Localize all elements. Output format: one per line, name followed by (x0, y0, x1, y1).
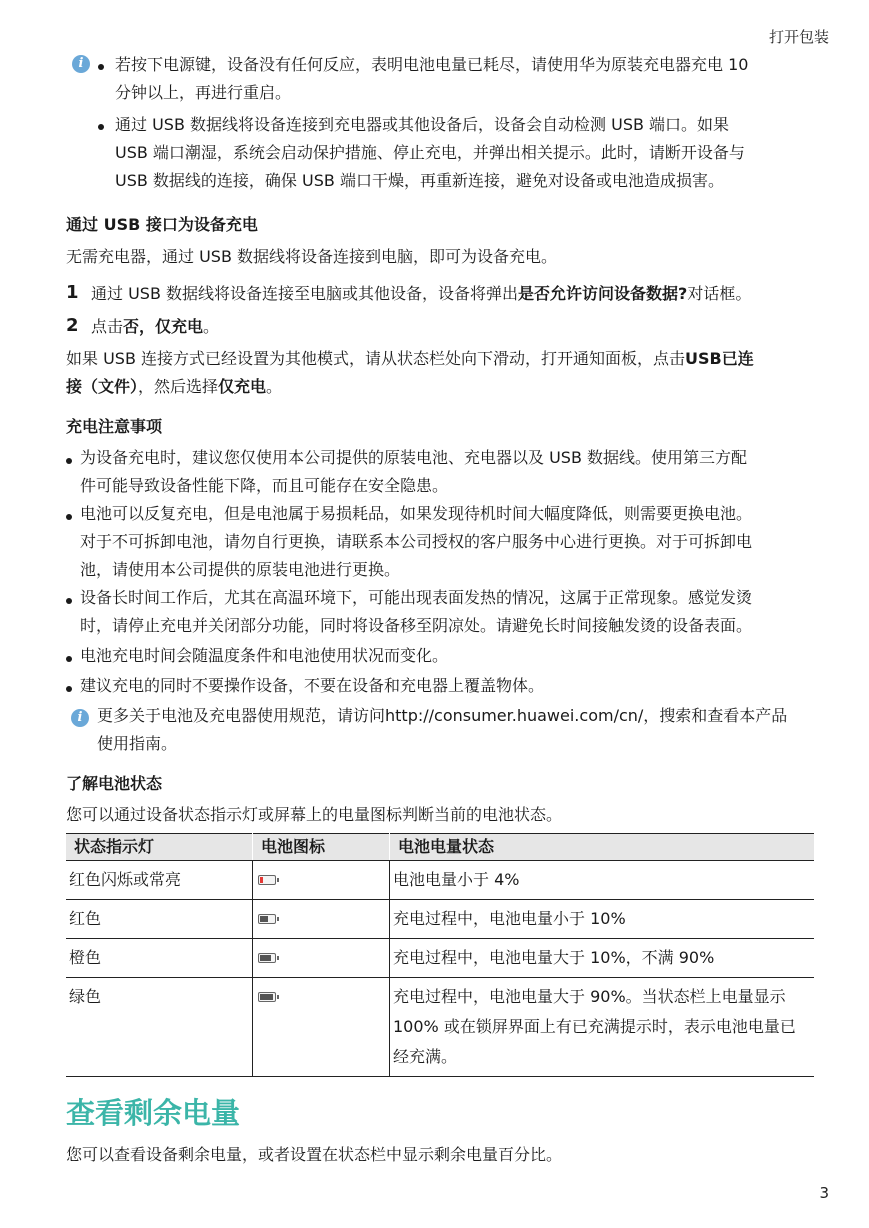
info-icon: i (71, 709, 89, 727)
paragraph: 接（文件），然后选择仅充电。 (66, 377, 283, 396)
list-item-text: 对于不可拆卸电池，请勿自行更换，请联系本公司授权的客户服务中心进行更换。对于可拆卸电 (80, 532, 753, 551)
battery-charging-icon (258, 914, 276, 924)
column-header: 状态指示灯 (66, 834, 253, 861)
list-item-text: 池，请使用本公司提供的原装电池进行更换。 (80, 560, 401, 579)
column-header: 电池图标 (253, 834, 390, 861)
note-text: USB 数据线的连接，确保 USB 端口干燥，再重新连接，避免对设备或电池造成损害。 (115, 171, 724, 190)
list-item-text: 设备长时间工作后，尤其在高温环境下，可能出现表面发热的情况，这属于正常现象。感觉发烫 (80, 588, 753, 607)
note-text: 使用指南。 (97, 734, 178, 753)
battery-charging-icon (258, 953, 276, 963)
icon-cell (253, 861, 390, 900)
step-text: 通过 USB 数据线将设备连接至电脑或其他设备，设备将弹出是否允许访问设备数据?对话框。 (91, 284, 752, 303)
note-text: USB 端口潮湿，系统会启动保护措施、停止充电，并弹出相关提示。此时，请断开设备与 (115, 143, 745, 162)
column-header: 电池电量状态 (390, 834, 815, 861)
bullet-icon (66, 686, 72, 692)
chapter-heading: 查看剩余电量 (66, 1096, 241, 1130)
section-heading: 通过 USB 接口为设备充电 (66, 215, 258, 234)
table-row (66, 861, 814, 900)
status-cell: 电池电量小于 4% (390, 861, 815, 900)
step-number: 1 (66, 282, 79, 303)
battery-status-table (66, 833, 814, 1077)
note-text: 更多关于电池及充电器使用规范，请访问http://consumer.huawei.com/cn/，搜索和查看本产品 (97, 706, 788, 725)
page-number: 3 (819, 1184, 829, 1202)
icon-cell (253, 978, 390, 1077)
note-text: 分钟以上，再进行重启。 (115, 83, 292, 102)
bullet-icon (98, 64, 104, 70)
battery-low-icon (258, 875, 276, 885)
table-row (66, 900, 814, 939)
note-text: 通过 USB 数据线将设备连接到充电器或其他设备后，设备会自动检测 USB 端口。如果 (115, 115, 730, 134)
info-icon: i (72, 55, 90, 73)
dialog-name: 是否允许访问设备数据? (518, 284, 688, 303)
icon-cell (253, 900, 390, 939)
led-cell: 红色 (66, 900, 253, 939)
led-cell: 绿色 (66, 978, 253, 1077)
status-cell: 充电过程中，电池电量小于 10% (390, 900, 815, 939)
paragraph: 您可以通过设备状态指示灯或屏幕上的电量图标判断当前的电池状态。 (66, 805, 563, 824)
paragraph: 如果 USB 连接方式已经设置为其他模式，请从状态栏处向下滑动，打开通知面板，点击USB已连 (66, 349, 754, 368)
list-item-text: 电池可以反复充电，但是电池属于易损耗品，如果发现待机时间大幅度降低，则需要更换电池。 (80, 504, 753, 523)
icon-cell (253, 939, 390, 978)
bullet-icon (66, 514, 72, 520)
option-name: 否，仅充电 (123, 317, 204, 336)
list-item-text: 电池充电时间会随温度条件和电池使用状况而变化。 (80, 646, 449, 665)
status-cell: 充电过程中，电池电量大于 10%，不满 90% (390, 939, 815, 978)
section-heading: 了解电池状态 (66, 774, 163, 793)
led-cell: 橙色 (66, 939, 253, 978)
bullet-icon (66, 656, 72, 662)
led-cell: 红色闪烁或常亮 (66, 861, 253, 900)
table-header-row (66, 834, 814, 861)
list-item-text: 为设备充电时，建议您仅使用本公司提供的原装电池、充电器以及 USB 数据线。使用第三方配 (80, 448, 748, 467)
bullet-icon (66, 458, 72, 464)
list-item-text: 时，请停止充电并关闭部分功能，同时将设备移至阴凉处。请避免长时间接触发烫的设备表面。 (80, 616, 753, 635)
list-item-text: 建议充电的同时不要操作设备，不要在设备和充电器上覆盖物体。 (80, 676, 545, 695)
list-item-text: 件可能导致设备性能下降，而且可能存在安全隐患。 (80, 476, 449, 495)
table-row (66, 939, 814, 978)
running-header: 打开包装 (768, 28, 829, 46)
note-text: 若按下电源键，设备没有任何反应，表明电池电量已耗尽，请使用华为原装充电器充电 10 (115, 55, 749, 74)
step-number: 2 (66, 315, 79, 336)
table-row (66, 978, 814, 1077)
bullet-icon (66, 598, 72, 604)
step-text: 点击否，仅充电。 (91, 317, 220, 336)
bullet-icon (98, 124, 104, 130)
paragraph: 您可以查看设备剩余电量，或者设置在状态栏中显示剩余电量百分比。 (66, 1145, 563, 1164)
status-cell: 充电过程中，电池电量大于 90%。当状态栏上电量显示 100% 或在锁屏界面上有已充满提示时，表示电池电量已 经充满。 (390, 978, 815, 1077)
section-heading: 充电注意事项 (66, 417, 163, 436)
battery-charging-icon (258, 992, 276, 1002)
paragraph: 无需充电器，通过 USB 数据线将设备连接到电脑，即可为设备充电。 (66, 247, 558, 266)
